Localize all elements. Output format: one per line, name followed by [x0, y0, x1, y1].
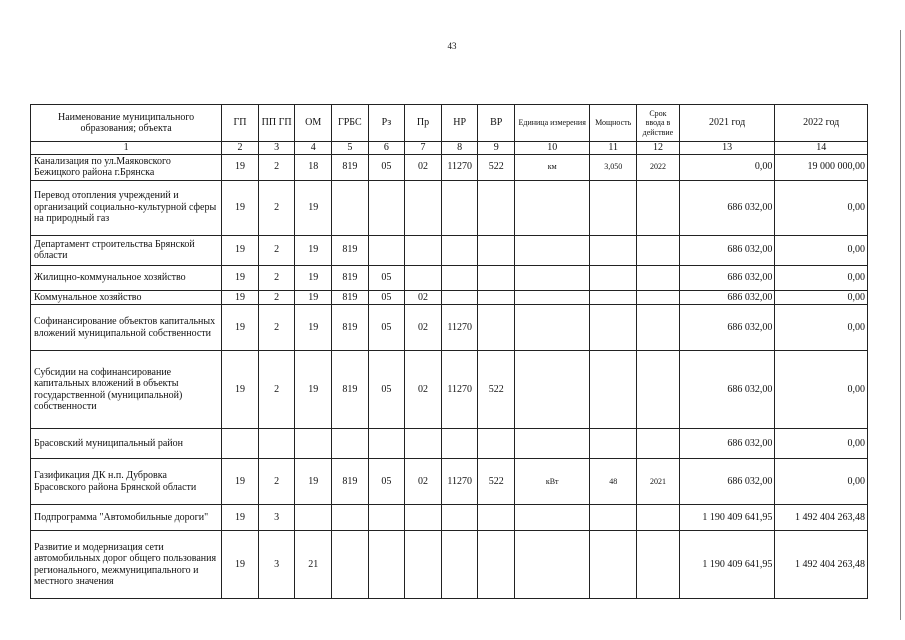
- cell-vr: [478, 235, 515, 265]
- header-vr: ВР: [478, 105, 515, 142]
- cell-ppgp: 2: [258, 290, 295, 305]
- column-number: 6: [368, 142, 405, 155]
- cell-term: [637, 429, 680, 459]
- cell-grbs: [332, 531, 369, 599]
- column-number: 1: [31, 142, 222, 155]
- cell-vr: [478, 290, 515, 305]
- cell-y2022: 0,00: [775, 180, 868, 235]
- header-gp: ГП: [222, 105, 259, 142]
- cell-pr: [405, 180, 442, 235]
- column-number: 8: [441, 142, 478, 155]
- cell-grbs: [332, 180, 369, 235]
- cell-y2021: 1 190 409 641,95: [679, 531, 775, 599]
- cell-y2021: 686 032,00: [679, 235, 775, 265]
- cell-om: [295, 429, 332, 459]
- cell-y2021: 686 032,00: [679, 290, 775, 305]
- cell-vr: [478, 429, 515, 459]
- table-row: [31, 235, 868, 265]
- table-row: [31, 290, 868, 305]
- cell-pr: [405, 235, 442, 265]
- page-edge-line: [900, 30, 901, 620]
- cell-y2022: 0,00: [775, 265, 868, 290]
- cell-vr: [478, 265, 515, 290]
- cell-grbs: 819: [332, 351, 369, 429]
- cell-ppgp: 2: [258, 305, 295, 351]
- cell-y2022: 0,00: [775, 429, 868, 459]
- cell-np: [441, 429, 478, 459]
- cell-om: [295, 505, 332, 531]
- cell-power: [590, 305, 637, 351]
- header-grbs: ГРБС: [332, 105, 369, 142]
- cell-om: 19: [295, 265, 332, 290]
- cell-vr: [478, 180, 515, 235]
- cell-vr: 522: [478, 154, 515, 180]
- cell-grbs: [332, 429, 369, 459]
- column-number: 5: [332, 142, 369, 155]
- cell-gp: 19: [222, 305, 259, 351]
- cell-gp: 19: [222, 180, 259, 235]
- cell-name: Перевод отопления учреждений и организаций социально-культурной сферы на природный газ: [31, 180, 222, 235]
- cell-rz: 05: [368, 265, 405, 290]
- budget-table: [30, 104, 868, 599]
- cell-name: Развитие и модернизация сети автомобильных дорог общего пользования регионального, межмуниципального и местного значения: [31, 531, 222, 599]
- cell-unit: км: [515, 154, 590, 180]
- table-row: [31, 305, 868, 351]
- cell-np: [441, 180, 478, 235]
- cell-rz: 05: [368, 459, 405, 505]
- cell-rz: 05: [368, 351, 405, 429]
- cell-om: 18: [295, 154, 332, 180]
- column-number: 2: [222, 142, 259, 155]
- cell-rz: [368, 180, 405, 235]
- cell-om: 21: [295, 531, 332, 599]
- cell-y2022: 0,00: [775, 305, 868, 351]
- cell-np: [441, 235, 478, 265]
- table-row: [31, 531, 868, 599]
- cell-ppgp: 2: [258, 235, 295, 265]
- cell-unit: [515, 531, 590, 599]
- header-unit: Единица измерения: [515, 105, 590, 142]
- cell-name: Брасовский муниципальный район: [31, 429, 222, 459]
- cell-y2021: 686 032,00: [679, 305, 775, 351]
- cell-term: [637, 305, 680, 351]
- cell-np: 11270: [441, 154, 478, 180]
- cell-term: [637, 351, 680, 429]
- table-row: [31, 180, 868, 235]
- cell-pr: [405, 265, 442, 290]
- header-ppgp: ПП ГП: [258, 105, 295, 142]
- header-2022: 2022 год: [775, 105, 868, 142]
- table-row: [31, 265, 868, 290]
- cell-rz: 05: [368, 290, 405, 305]
- cell-gp: 19: [222, 505, 259, 531]
- cell-vr: 522: [478, 351, 515, 429]
- cell-power: [590, 505, 637, 531]
- cell-np: [441, 531, 478, 599]
- cell-y2022: 0,00: [775, 290, 868, 305]
- cell-unit: [515, 429, 590, 459]
- cell-y2022: 0,00: [775, 235, 868, 265]
- cell-gp: 19: [222, 154, 259, 180]
- cell-name: Департамент строительства Брянской области: [31, 235, 222, 265]
- header-pr: Пр: [405, 105, 442, 142]
- cell-name: Субсидии на софинансирование капитальных вложений в объекты государственной (муниципальной) собственности: [31, 351, 222, 429]
- cell-term: 2022: [637, 154, 680, 180]
- cell-term: [637, 531, 680, 599]
- cell-gp: 19: [222, 290, 259, 305]
- cell-term: [637, 180, 680, 235]
- column-number-row: [31, 142, 868, 155]
- cell-y2022: 19 000 000,00: [775, 154, 868, 180]
- cell-unit: [515, 235, 590, 265]
- cell-ppgp: 2: [258, 351, 295, 429]
- cell-y2021: 686 032,00: [679, 429, 775, 459]
- cell-y2021: 686 032,00: [679, 459, 775, 505]
- header-om: ОМ: [295, 105, 332, 142]
- cell-y2022: 0,00: [775, 351, 868, 429]
- cell-ppgp: 2: [258, 180, 295, 235]
- cell-grbs: 819: [332, 235, 369, 265]
- cell-term: [637, 235, 680, 265]
- cell-grbs: 819: [332, 154, 369, 180]
- cell-power: [590, 235, 637, 265]
- header-name: Наименование муниципального образования; объекта: [31, 105, 222, 142]
- cell-power: [590, 351, 637, 429]
- header-power: Мощность: [590, 105, 637, 142]
- page-number: 43: [447, 41, 457, 51]
- cell-power: [590, 180, 637, 235]
- cell-unit: кВт: [515, 459, 590, 505]
- cell-power: 48: [590, 459, 637, 505]
- cell-gp: 19: [222, 351, 259, 429]
- cell-y2021: 0,00: [679, 154, 775, 180]
- header-np: НР: [441, 105, 478, 142]
- cell-vr: [478, 505, 515, 531]
- cell-np: [441, 290, 478, 305]
- cell-pr: [405, 429, 442, 459]
- cell-pr: 02: [405, 154, 442, 180]
- cell-rz: [368, 235, 405, 265]
- cell-vr: 522: [478, 459, 515, 505]
- cell-power: [590, 265, 637, 290]
- cell-name: Софинансирование объектов капитальных вложений муниципальной собственности: [31, 305, 222, 351]
- cell-rz: [368, 531, 405, 599]
- cell-grbs: 819: [332, 305, 369, 351]
- cell-grbs: 819: [332, 265, 369, 290]
- cell-om: 19: [295, 290, 332, 305]
- header-term: Срок ввода в действие: [637, 105, 680, 142]
- cell-y2022: 0,00: [775, 459, 868, 505]
- cell-y2021: 686 032,00: [679, 351, 775, 429]
- cell-unit: [515, 180, 590, 235]
- column-number: 4: [295, 142, 332, 155]
- cell-om: 19: [295, 305, 332, 351]
- cell-np: 11270: [441, 459, 478, 505]
- cell-y2021: 1 190 409 641,95: [679, 505, 775, 531]
- cell-term: [637, 290, 680, 305]
- cell-ppgp: [258, 429, 295, 459]
- cell-power: [590, 429, 637, 459]
- cell-name: Коммунальное хозяйство: [31, 290, 222, 305]
- cell-grbs: 819: [332, 290, 369, 305]
- table-row: [31, 505, 868, 531]
- cell-np: 11270: [441, 305, 478, 351]
- cell-name: Подпрограмма "Автомобильные дороги": [31, 505, 222, 531]
- cell-vr: [478, 305, 515, 351]
- cell-ppgp: 2: [258, 265, 295, 290]
- cell-np: 11270: [441, 351, 478, 429]
- cell-pr: 02: [405, 459, 442, 505]
- table-row: [31, 154, 868, 180]
- cell-pr: 02: [405, 290, 442, 305]
- cell-term: [637, 265, 680, 290]
- cell-term: [637, 505, 680, 531]
- column-number: 13: [679, 142, 775, 155]
- cell-y2022: 1 492 404 263,48: [775, 505, 868, 531]
- column-number: 10: [515, 142, 590, 155]
- cell-om: 19: [295, 235, 332, 265]
- cell-gp: 19: [222, 531, 259, 599]
- cell-pr: 02: [405, 351, 442, 429]
- cell-ppgp: 3: [258, 505, 295, 531]
- cell-ppgp: 3: [258, 531, 295, 599]
- cell-pr: 02: [405, 305, 442, 351]
- cell-rz: [368, 505, 405, 531]
- cell-rz: 05: [368, 154, 405, 180]
- cell-unit: [515, 505, 590, 531]
- cell-om: 19: [295, 180, 332, 235]
- cell-np: [441, 265, 478, 290]
- column-number: 14: [775, 142, 868, 155]
- cell-grbs: 819: [332, 459, 369, 505]
- cell-rz: 05: [368, 305, 405, 351]
- cell-unit: [515, 305, 590, 351]
- cell-rz: [368, 429, 405, 459]
- cell-ppgp: 2: [258, 154, 295, 180]
- cell-vr: [478, 531, 515, 599]
- cell-unit: [515, 351, 590, 429]
- cell-gp: [222, 429, 259, 459]
- header-2021: 2021 год: [679, 105, 775, 142]
- cell-power: 3,050: [590, 154, 637, 180]
- table-row: [31, 429, 868, 459]
- cell-name: Жилищно-коммунальное хозяйство: [31, 265, 222, 290]
- cell-grbs: [332, 505, 369, 531]
- cell-pr: [405, 505, 442, 531]
- cell-name: Канализация по ул.Маяковского Бежицкого района г.Брянска: [31, 154, 222, 180]
- column-number: 11: [590, 142, 637, 155]
- cell-gp: 19: [222, 459, 259, 505]
- cell-term: 2021: [637, 459, 680, 505]
- cell-power: [590, 290, 637, 305]
- column-number: 3: [258, 142, 295, 155]
- cell-unit: [515, 290, 590, 305]
- cell-y2022: 1 492 404 263,48: [775, 531, 868, 599]
- cell-name: Газификация ДК н.п. Дубровка Брасовского района Брянской области: [31, 459, 222, 505]
- cell-y2021: 686 032,00: [679, 180, 775, 235]
- cell-om: 19: [295, 351, 332, 429]
- table-row: [31, 351, 868, 429]
- cell-gp: 19: [222, 265, 259, 290]
- cell-unit: [515, 265, 590, 290]
- header-rz: Рз: [368, 105, 405, 142]
- cell-y2021: 686 032,00: [679, 265, 775, 290]
- cell-gp: 19: [222, 235, 259, 265]
- table-row: [31, 459, 868, 505]
- column-number: 7: [405, 142, 442, 155]
- cell-np: [441, 505, 478, 531]
- cell-om: 19: [295, 459, 332, 505]
- cell-ppgp: 2: [258, 459, 295, 505]
- column-number: 12: [637, 142, 680, 155]
- cell-power: [590, 531, 637, 599]
- cell-pr: [405, 531, 442, 599]
- header-row: [31, 105, 868, 142]
- column-number: 9: [478, 142, 515, 155]
